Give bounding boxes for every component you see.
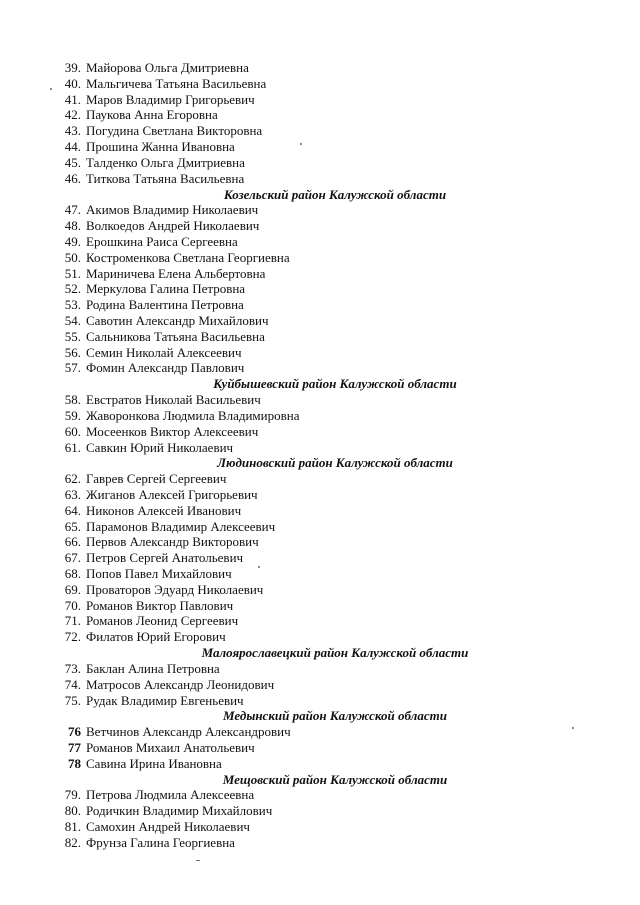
list-item — [0, 155, 640, 171]
list-item-name: Петрова Людмила Алексеевна — [86, 787, 255, 803]
list-item-number: 53. — [64, 297, 81, 313]
list-item-number: 40. — [64, 75, 81, 91]
list-item — [0, 582, 640, 598]
list-item-number: 80. — [64, 803, 81, 819]
list-item-number: 65. — [64, 518, 81, 534]
list-item — [0, 234, 640, 250]
list-item-name: Первов Александр Викторович — [86, 534, 259, 550]
list-item — [0, 803, 640, 819]
list-item — [0, 629, 640, 645]
list-item-number: 74. — [64, 676, 81, 692]
list-item — [0, 471, 640, 487]
list-item-number: 69. — [64, 581, 81, 597]
list-item-number: 41. — [64, 91, 81, 107]
list-item-number: 55. — [64, 328, 81, 344]
list-item-number: 60. — [64, 423, 81, 439]
scan-speck — [50, 88, 52, 90]
district-heading: Медынский район Калужской области — [223, 708, 447, 724]
list-item-number: 57. — [64, 360, 81, 376]
district-heading: Куйбышевский район Калужской области — [213, 376, 457, 392]
scan-speck — [572, 727, 574, 729]
list-item-number: 49. — [64, 233, 81, 249]
list-item — [0, 550, 640, 566]
list-item-name: Матросов Александр Леонидович — [86, 676, 275, 692]
name-list-page — [0, 60, 640, 851]
list-item-name: Ветчинов Александр Александрович — [86, 724, 291, 740]
list-item-number: 48. — [64, 218, 81, 234]
list-item-name: Романов Виктор Павлович — [86, 597, 234, 613]
list-item — [0, 123, 640, 139]
list-item-number: 78 — [68, 755, 81, 771]
scan-speck — [258, 566, 260, 568]
list-item — [0, 76, 640, 92]
list-item-name: Костроменкова Светлана Георгиевна — [86, 249, 290, 265]
list-item-name: Сальникова Татьяна Васильевна — [86, 328, 265, 344]
list-item — [0, 519, 640, 535]
list-item-name: Рудак Владимир Евгеньевич — [86, 692, 244, 708]
list-item — [0, 329, 640, 345]
list-item-number: 76 — [68, 724, 81, 740]
list-item-name: Меркулова Галина Петровна — [86, 281, 246, 297]
list-item — [0, 835, 640, 851]
list-item-name: Фрунза Галина Георгиевна — [86, 834, 235, 850]
list-item-name: Жиганов Алексей Григорьевич — [86, 486, 258, 502]
list-item-name: Гаврев Сергей Сергеевич — [86, 471, 227, 487]
list-item — [0, 202, 640, 218]
list-item-name: Родичкин Владимир Михайлович — [86, 803, 273, 819]
list-item-number: 82. — [64, 834, 81, 850]
list-item — [0, 440, 640, 456]
district-heading: Козельский район Калужской области — [223, 186, 447, 202]
list-item — [0, 139, 640, 155]
list-item-name: Талденко Ольга Дмитриевна — [86, 154, 245, 170]
list-item-name: Погудина Светлана Викторовна — [86, 123, 263, 139]
scan-speck — [196, 860, 200, 861]
list-item-number: 70. — [64, 597, 81, 613]
list-item-number: 54. — [64, 313, 81, 328]
list-item-name: Жаворонкова Людмила Владимировна — [86, 407, 300, 423]
list-item-name: Петров Сергей Анатольевич — [86, 550, 244, 566]
list-item-name: Фомин Александр Павлович — [86, 360, 245, 376]
list-item — [0, 266, 640, 282]
list-item-number: 75. — [64, 692, 81, 708]
list-item-number: 51. — [64, 265, 81, 281]
list-item-name: Мосеенков Виктор Алексеевич — [86, 423, 259, 439]
list-item-name: Маров Владимир Григорьевич — [86, 91, 255, 107]
list-item-number: 62. — [64, 471, 81, 487]
scan-speck — [300, 143, 302, 145]
list-item — [0, 693, 640, 709]
list-item — [0, 740, 640, 756]
list-item — [0, 787, 640, 803]
list-item-name: Родина Валентина Петровна — [86, 297, 244, 313]
list-item-name: Семин Николай Алексеевич — [86, 344, 242, 360]
list-item-name: Романов Михаил Анатольевич — [86, 739, 255, 755]
list-item-number: 44. — [64, 139, 81, 155]
list-item — [0, 281, 640, 297]
district-heading: Людиновский район Калужской области — [217, 455, 453, 471]
list-item-number: 81. — [64, 819, 81, 834]
list-item-name: Прошина Жанна Ивановна — [86, 139, 235, 155]
list-item-number: 52. — [64, 281, 81, 297]
list-item-name: Мальгичева Татьяна Васильевна — [86, 75, 267, 91]
list-item-number: 46. — [64, 170, 81, 186]
list-item — [0, 487, 640, 503]
list-item — [0, 107, 640, 123]
list-item-name: Баклан Алина Петровна — [86, 660, 220, 676]
list-item — [0, 724, 640, 740]
list-item-number: 39. — [64, 60, 81, 75]
list-item — [0, 424, 640, 440]
list-item — [0, 503, 640, 519]
list-item-number: 56. — [64, 344, 81, 360]
list-item-name: Евстратов Николай Васильевич — [86, 392, 261, 408]
list-item-number: 58. — [64, 392, 81, 408]
list-item-name: Романов Леонид Сергеевич — [86, 613, 239, 629]
list-item-name: Парамонов Владимир Алексеевич — [86, 518, 276, 534]
list-item-name: Волкоедов Андрей Николаевич — [86, 218, 260, 234]
list-item — [0, 408, 640, 424]
list-item — [0, 613, 640, 629]
list-item-number: 79. — [64, 787, 81, 803]
list-item-name: Майорова Ольга Дмитриевна — [86, 60, 249, 75]
list-item — [0, 297, 640, 313]
list-item-number: 42. — [64, 107, 81, 123]
list-item-number: 45. — [64, 154, 81, 170]
list-item-number: 66. — [64, 534, 81, 550]
district-heading: Мещовский район Калужской области — [222, 771, 448, 787]
list-item-number: 77 — [68, 739, 81, 755]
list-item — [0, 566, 640, 582]
list-item-number: 71. — [64, 613, 81, 629]
list-item-number: 67. — [64, 550, 81, 566]
list-item-number: 64. — [64, 502, 81, 518]
list-item-name: Попов Павел Михайлович — [86, 566, 232, 581]
list-item-number: 47. — [64, 202, 81, 218]
list-item — [0, 819, 640, 835]
list-item-name: Никонов Алексей Иванович — [86, 502, 242, 518]
list-item-number: 43. — [64, 123, 81, 139]
list-item — [0, 171, 640, 187]
list-item — [0, 756, 640, 772]
list-item — [0, 661, 640, 677]
list-item-name: Самохин Андрей Николаевич — [86, 819, 250, 834]
list-item-name: Ерошкина Раиса Сергеевна — [86, 233, 238, 249]
list-item-name: Паукова Анна Егоровна — [86, 107, 218, 123]
list-item — [0, 534, 640, 550]
list-item-name: Проваторов Эдуард Николаевич — [86, 581, 264, 597]
list-item — [0, 60, 640, 76]
list-item — [0, 345, 640, 361]
list-item — [0, 360, 640, 376]
list-item-name: Савина Ирина Ивановна — [86, 755, 222, 771]
list-item-name: Савкин Юрий Николаевич — [86, 439, 234, 455]
list-item-name: Акимов Владимир Николаевич — [86, 202, 259, 218]
list-item — [0, 92, 640, 108]
list-item-number: 68. — [64, 566, 81, 581]
list-item-number: 50. — [64, 249, 81, 265]
list-item — [0, 250, 640, 266]
list-item-number: 63. — [64, 486, 81, 502]
list-item — [0, 313, 640, 329]
list-item — [0, 392, 640, 408]
district-heading: Малоярославецкий район Калужской области — [201, 645, 469, 661]
list-item — [0, 218, 640, 234]
list-item-name: Савотин Александр Михайлович — [86, 313, 269, 328]
list-item-number: 61. — [64, 439, 81, 455]
list-item — [0, 677, 640, 693]
list-item-number: 72. — [64, 629, 81, 645]
list-item-number: 59. — [64, 407, 81, 423]
list-item-name: Мариничева Елена Альбертовна — [86, 265, 266, 281]
list-item-number: 73. — [64, 660, 81, 676]
list-item-name: Филатов Юрий Егорович — [86, 629, 226, 645]
list-item — [0, 598, 640, 614]
list-item-name: Титкова Татьяна Васильевна — [86, 170, 245, 186]
